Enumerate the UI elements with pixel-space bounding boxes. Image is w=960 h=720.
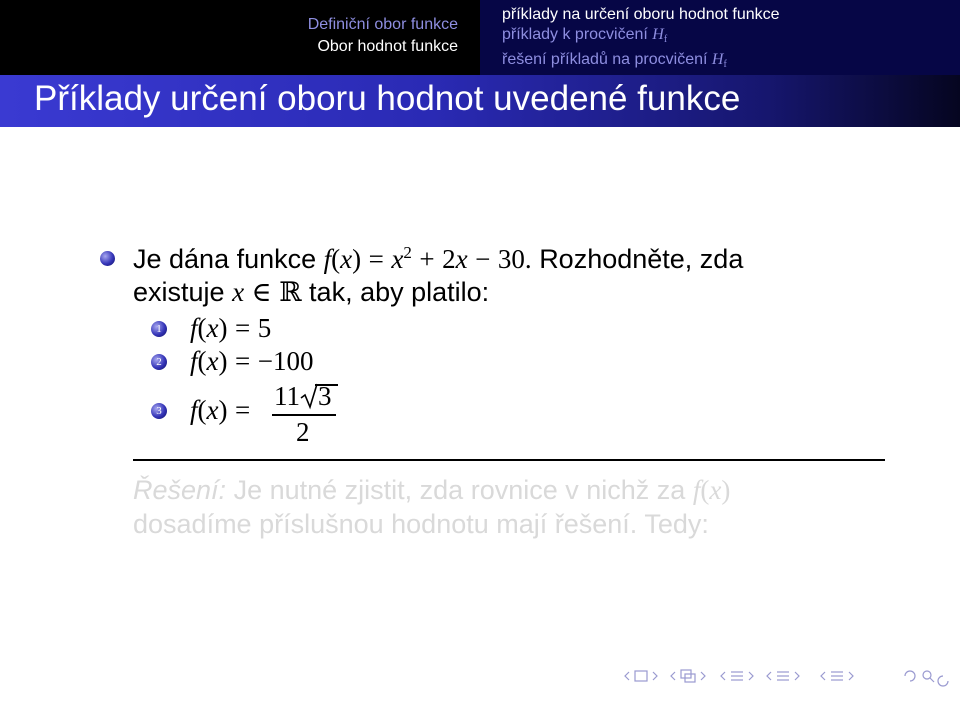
paren-open: (: [197, 346, 207, 376]
variable-x: x: [206, 346, 219, 376]
subsection-symbol-subscript: f: [663, 34, 668, 45]
nav-frame-icon[interactable]: [635, 671, 647, 681]
minus-sign: −: [475, 244, 491, 274]
fraction-numerator-coefficient: 11: [274, 381, 300, 411]
variable-x: x: [232, 277, 245, 307]
nav-right-arrow-icon[interactable]: [653, 672, 657, 680]
nav-left-arrow-icon[interactable]: [625, 672, 629, 680]
task-question: Rozhodněte, zda: [539, 244, 744, 274]
section-nav-panel: [0, 0, 480, 75]
paren-close: ): [218, 346, 228, 376]
equals-sign: =: [235, 346, 251, 376]
section-link-definicni-obor[interactable]: Definiční obor funkce: [307, 16, 458, 33]
variable-x: x: [206, 395, 219, 425]
enum-badge-1: 1: [151, 321, 167, 337]
variable-x: x: [391, 244, 404, 274]
element-of-symbol: ∈: [251, 277, 272, 307]
task-line-1: [133, 243, 743, 275]
variable-x: x: [709, 475, 722, 505]
item-value: −100: [257, 346, 314, 376]
subsection-list: [502, 5, 780, 75]
task-condition: tak, aby platilo:: [309, 277, 490, 307]
navigation-header: [0, 0, 960, 75]
exponent: 2: [403, 243, 412, 262]
subsection-symbol: H: [711, 51, 724, 68]
variable-x: x: [206, 313, 219, 343]
function-name: f: [692, 475, 701, 505]
paren-close: ): [218, 395, 228, 425]
paren-open: (: [197, 395, 207, 425]
solution-line-1: [133, 475, 730, 506]
reals-symbol: ℝ: [279, 277, 302, 307]
function-name: f: [190, 395, 198, 425]
fraction-denominator: 2: [296, 417, 310, 447]
paren-open: (: [700, 475, 710, 505]
beamer-navigation-symbols: [621, 665, 956, 687]
function-name: f: [190, 313, 198, 343]
navigation-symbols-icon: [621, 665, 956, 687]
subsection-symbol-subscript: f: [723, 59, 727, 70]
solution-text-1: Je nutné zjistit, zda rovnice v nichž za: [233, 475, 686, 505]
list-item: [190, 346, 314, 377]
paren-close: ): [218, 313, 228, 343]
section-list: [308, 14, 458, 58]
variable-x: x: [455, 244, 468, 274]
subsection-nav-panel: [480, 0, 960, 75]
constant: 30.: [497, 244, 532, 274]
enum-badge-3: 3: [151, 403, 167, 419]
task-existence: existuje: [133, 277, 225, 307]
paren-open: (: [331, 244, 341, 274]
enum-badge-2: 2: [151, 354, 167, 370]
task-line-2: [133, 277, 489, 308]
fraction-eleven-sqrt3-over-2: [270, 381, 340, 451]
subsection-link-priklady-urceni[interactable]: příklady na určení oboru hodnot funkce: [502, 6, 780, 23]
equals-sign: =: [235, 313, 251, 343]
radicand: 3: [318, 381, 332, 411]
function-name: f: [323, 244, 332, 274]
frame-title-bar: [0, 75, 960, 127]
frame-title: Příklady určení oboru hodnot uvedené funkce: [34, 79, 741, 118]
subsection-symbol: H: [652, 26, 664, 43]
solution-line-2: dosadíme příslušnou hodnotu mají řešení. Tedy:: [133, 509, 709, 539]
task-intro: Je dána funkce: [133, 244, 317, 274]
subsection-label: příklady k procvičení: [502, 26, 648, 43]
subsection-link-priklady-k-procviceni[interactable]: [502, 25, 780, 50]
equals-sign: =: [368, 244, 384, 274]
subsection-label: řešení příkladů na procvičení: [502, 51, 708, 68]
solution-label: Řešení:: [133, 475, 227, 505]
variable-x: x: [340, 244, 353, 274]
list-item: [190, 313, 271, 344]
subsection-link-reseni-prikladu[interactable]: [502, 50, 780, 75]
horizontal-rule: [133, 459, 885, 461]
list-item: [190, 395, 250, 426]
item-value: 5: [257, 313, 272, 343]
coefficient: 2: [442, 244, 456, 274]
section-link-obor-hodnot[interactable]: Obor hodnot funkce: [317, 38, 458, 55]
bullet-icon: [100, 251, 115, 266]
paren-close: ): [352, 244, 362, 274]
fraction-bar: [272, 414, 336, 416]
plus-sign: +: [419, 244, 435, 274]
function-name: f: [190, 346, 198, 376]
paren-close: ): [721, 475, 731, 505]
paren-open: (: [197, 313, 207, 343]
equals-sign: =: [235, 395, 251, 425]
